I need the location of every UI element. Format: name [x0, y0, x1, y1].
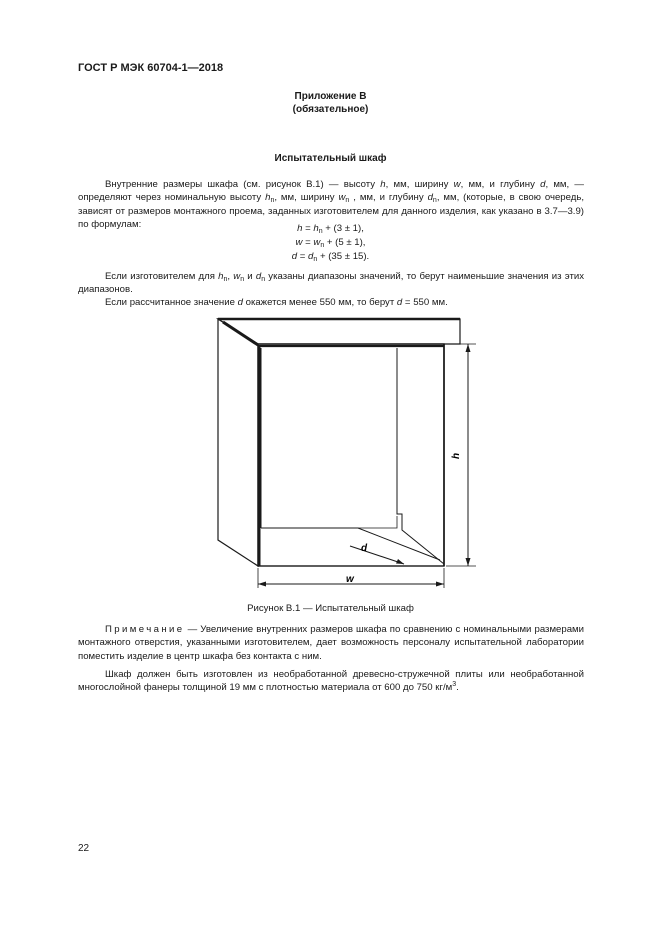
width-arrow-right — [436, 582, 444, 587]
height-arrow-top — [466, 344, 471, 352]
appendix-title: Приложение В — [294, 91, 367, 102]
cabinet-inner-floor — [261, 528, 440, 560]
section-title: Испытательный шкаф — [274, 153, 387, 164]
formula-depth: $d = d_n + (35 \pm 15)$. — [291, 251, 370, 263]
paragraph-ranges: Если изготовителем для $h_n$, $w_n$ и $d_n$ указаны диапазоны значений, то берут наименьшие значения из этих диапазонов. — [78, 271, 584, 296]
depth-label: d — [361, 543, 368, 554]
height-label: h — [451, 452, 462, 459]
cabinet-inner-step — [358, 516, 397, 528]
cabinet-left-panel — [218, 319, 258, 566]
cabinet-inner-right-wall — [397, 348, 444, 564]
paragraph-dimensions: Внутренние размеры шкафа (см. рисунок В.1) — высоту h, мм, ширину w, мм, и глубину d, мм, — определяют через номинальную высоту $h_n$, мм, ширину $w_n$ , мм, и глубину $d_n$, мм, (которые, в свою очередь, зависят от размеров монтажного проема, заданных изготовителем для данного изделия, как указано в 3.7—3.9) по формулам: — [78, 179, 585, 231]
page-number: 22 — [78, 843, 90, 854]
cabinet-top-panel — [218, 319, 460, 344]
formula-height: $h = h_n + (3 \pm 1)$, — [297, 223, 364, 235]
width-label: w — [346, 574, 354, 585]
note-paragraph: Примечание — Увеличение внутренних размеров шкафа по сравнению с номинальными размерами монтажного отверстия, указанными изготовителем, дает возможность персоналу испытательной лаборатории поместить изделие в центр шкафа без контакта с ним. — [78, 624, 584, 662]
depth-dimension-line — [350, 546, 404, 564]
height-arrow-bottom — [466, 558, 471, 566]
note-label: Примечание — [105, 624, 185, 635]
width-arrow-left — [258, 582, 266, 587]
paragraph-min-depth: Если рассчитанное значение d окажется менее 550 мм, то берут d = 550 мм. — [105, 297, 448, 308]
depth-arrow-end — [396, 559, 404, 564]
figure-caption: Рисунок В.1 — Испытательный шкаф — [247, 603, 414, 614]
paragraph-material: Шкаф должен быть изготовлен из необработанной древесно-стружечной плиты или необработанной многослойной фанеры толщиной 19 мм с плотностью материала от 600 до 750 $кг/м^3$. — [78, 669, 584, 694]
document-header: ГОСТ Р МЭК 60704-1—2018 — [78, 62, 224, 74]
appendix-status: (обязательное) — [292, 104, 369, 115]
cabinet-front-frame — [258, 344, 444, 566]
formula-width: $w = w_n + (5 \pm 1)$, — [295, 237, 366, 249]
